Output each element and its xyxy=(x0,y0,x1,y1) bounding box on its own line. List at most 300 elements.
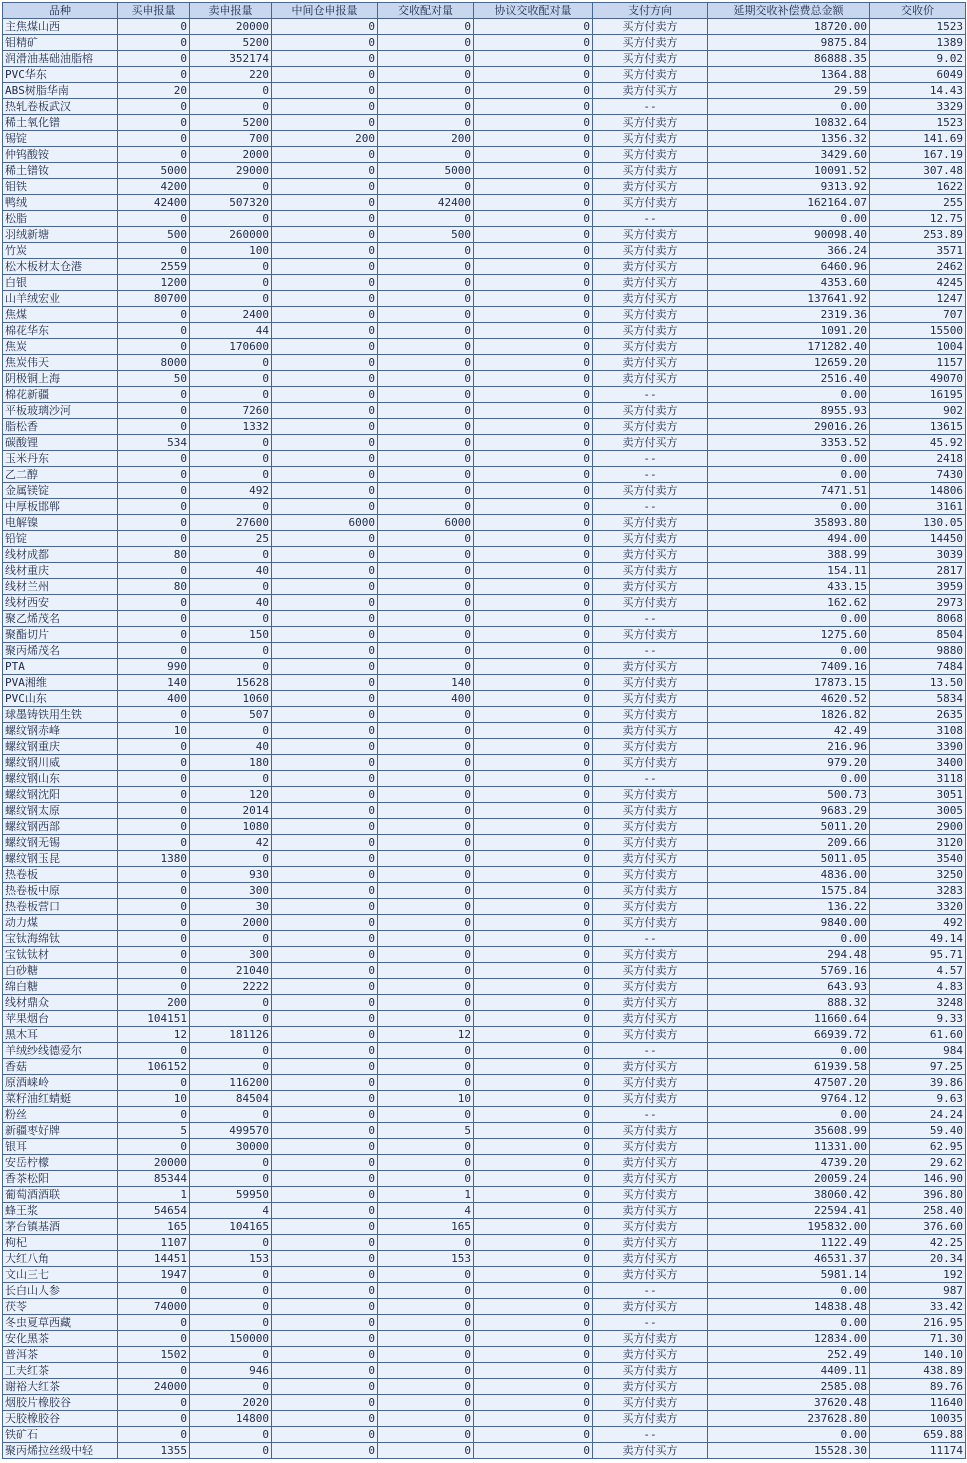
compensation-total-cell: 1122.49 xyxy=(708,1235,870,1251)
variety-cell: 羊绒纱线德爱尔 xyxy=(3,1043,118,1059)
matched-quantity-cell: 0 xyxy=(378,1283,474,1299)
payment-direction-cell: 买方付卖方 xyxy=(593,707,708,723)
compensation-total-cell: 1356.32 xyxy=(708,131,870,147)
settlement-price-cell: 1157 xyxy=(870,355,966,371)
buy-quantity-cell: 0 xyxy=(118,483,190,499)
payment-direction-cell: 买方付卖方 xyxy=(593,131,708,147)
buy-quantity-cell: 0 xyxy=(118,883,190,899)
table-row xyxy=(3,1299,966,1315)
agreement-matched-cell: 0 xyxy=(474,707,593,723)
table-row xyxy=(3,275,966,291)
variety-cell: 线材重庆 xyxy=(3,563,118,579)
variety-cell: 润滑油基础油脂榕 xyxy=(3,51,118,67)
sell-quantity-cell: 946 xyxy=(190,1363,272,1379)
intermediate-quantity-cell: 0 xyxy=(272,899,378,915)
compensation-total-cell: 0.00 xyxy=(708,771,870,787)
matched-quantity-cell: 5 xyxy=(378,1123,474,1139)
agreement-matched-cell: 0 xyxy=(474,1347,593,1363)
matched-quantity-cell: 5000 xyxy=(378,163,474,179)
settlement-price-cell: 258.40 xyxy=(870,1203,966,1219)
buy-quantity-cell: 0 xyxy=(118,515,190,531)
payment-direction-cell: 卖方付买方 xyxy=(593,1235,708,1251)
compensation-total-cell: 9840.00 xyxy=(708,915,870,931)
table-row xyxy=(3,67,966,83)
buy-quantity-cell: 0 xyxy=(118,499,190,515)
table-row xyxy=(3,1107,966,1123)
delivery-settlement-table xyxy=(2,2,966,1459)
table-row xyxy=(3,723,966,739)
payment-direction-cell: 卖方付买方 xyxy=(593,259,708,275)
sell-quantity-cell: 40 xyxy=(190,595,272,611)
sell-quantity-cell: 0 xyxy=(190,1011,272,1027)
payment-direction-cell: 买方付卖方 xyxy=(593,307,708,323)
agreement-matched-cell: 0 xyxy=(474,1443,593,1459)
settlement-price-cell: 3118 xyxy=(870,771,966,787)
table-row xyxy=(3,99,966,115)
settlement-price-cell: 438.89 xyxy=(870,1363,966,1379)
matched-quantity-cell: 0 xyxy=(378,387,474,403)
payment-direction-cell: -- xyxy=(593,1315,708,1331)
sell-quantity-cell: 507 xyxy=(190,707,272,723)
matched-quantity-cell: 0 xyxy=(378,339,474,355)
compensation-total-cell: 4353.60 xyxy=(708,275,870,291)
agreement-matched-cell: 0 xyxy=(474,1139,593,1155)
variety-cell: 聚丙烯拉丝级中轻 xyxy=(3,1443,118,1459)
intermediate-quantity-cell: 0 xyxy=(272,435,378,451)
payment-direction-cell: 买方付卖方 xyxy=(593,483,708,499)
compensation-total-cell: 388.99 xyxy=(708,547,870,563)
table-row xyxy=(3,1363,966,1379)
agreement-matched-cell: 0 xyxy=(474,1331,593,1347)
variety-cell: 香菇 xyxy=(3,1059,118,1075)
table-row xyxy=(3,291,966,307)
compensation-total-cell: 154.11 xyxy=(708,563,870,579)
intermediate-quantity-cell: 0 xyxy=(272,419,378,435)
variety-cell: 热卷板营口 xyxy=(3,899,118,915)
buy-quantity-cell: 0 xyxy=(118,787,190,803)
agreement-matched-cell: 0 xyxy=(474,131,593,147)
matched-quantity-cell: 0 xyxy=(378,371,474,387)
matched-quantity-cell: 0 xyxy=(378,803,474,819)
matched-quantity-cell: 500 xyxy=(378,227,474,243)
matched-quantity-cell: 0 xyxy=(378,179,474,195)
settlement-price-cell: 14450 xyxy=(870,531,966,547)
agreement-matched-cell: 0 xyxy=(474,1411,593,1427)
settlement-price-cell: 2418 xyxy=(870,451,966,467)
matched-quantity-cell: 0 xyxy=(378,643,474,659)
variety-cell: 线材兰州 xyxy=(3,579,118,595)
sell-quantity-cell: 30 xyxy=(190,899,272,915)
matched-quantity-cell: 0 xyxy=(378,1299,474,1315)
intermediate-quantity-cell: 0 xyxy=(272,1427,378,1443)
matched-quantity-cell: 0 xyxy=(378,739,474,755)
matched-quantity-cell: 0 xyxy=(378,755,474,771)
buy-quantity-cell: 5 xyxy=(118,1123,190,1139)
compensation-total-cell: 1364.88 xyxy=(708,67,870,83)
buy-quantity-cell: 0 xyxy=(118,643,190,659)
agreement-matched-cell: 0 xyxy=(474,67,593,83)
compensation-total-cell: 0.00 xyxy=(708,99,870,115)
compensation-total-cell: 5769.16 xyxy=(708,963,870,979)
settlement-price-cell: 3120 xyxy=(870,835,966,851)
buy-quantity-cell: 1355 xyxy=(118,1443,190,1459)
settlement-price-cell: 1247 xyxy=(870,291,966,307)
compensation-total-cell: 7409.16 xyxy=(708,659,870,675)
col-header-intermediate-quantity: 中间仓申报量 xyxy=(272,3,378,19)
table-row xyxy=(3,131,966,147)
variety-cell: 山羊绒宏业 xyxy=(3,291,118,307)
buy-quantity-cell: 0 xyxy=(118,979,190,995)
table-row xyxy=(3,771,966,787)
settlement-price-cell: 59.40 xyxy=(870,1123,966,1139)
variety-cell: 碳酸锂 xyxy=(3,435,118,451)
sell-quantity-cell: 0 xyxy=(190,851,272,867)
table-row xyxy=(3,1411,966,1427)
settlement-price-cell: 3400 xyxy=(870,755,966,771)
sell-quantity-cell: 0 xyxy=(190,387,272,403)
agreement-matched-cell: 0 xyxy=(474,243,593,259)
buy-quantity-cell: 0 xyxy=(118,931,190,947)
agreement-matched-cell: 0 xyxy=(474,755,593,771)
sell-quantity-cell: 1080 xyxy=(190,819,272,835)
table-row xyxy=(3,115,966,131)
agreement-matched-cell: 0 xyxy=(474,195,593,211)
variety-cell: 谢裕大红茶 xyxy=(3,1379,118,1395)
buy-quantity-cell: 0 xyxy=(118,627,190,643)
table-row xyxy=(3,1187,966,1203)
matched-quantity-cell: 42400 xyxy=(378,195,474,211)
sell-quantity-cell: 5200 xyxy=(190,115,272,131)
sell-quantity-cell: 0 xyxy=(190,1059,272,1075)
matched-quantity-cell: 0 xyxy=(378,403,474,419)
settlement-price-cell: 8068 xyxy=(870,611,966,627)
settlement-price-cell: 13.50 xyxy=(870,675,966,691)
variety-cell: 电解镍 xyxy=(3,515,118,531)
col-header-payment-direction: 支付方向 xyxy=(593,3,708,19)
compensation-total-cell: 86888.35 xyxy=(708,51,870,67)
variety-cell: 稀土镨钕 xyxy=(3,163,118,179)
variety-cell: 螺纹钢山东 xyxy=(3,771,118,787)
agreement-matched-cell: 0 xyxy=(474,1059,593,1075)
variety-cell: 螺纹钢无锡 xyxy=(3,835,118,851)
intermediate-quantity-cell: 0 xyxy=(272,691,378,707)
table-row xyxy=(3,531,966,547)
payment-direction-cell: 卖方付买方 xyxy=(593,1299,708,1315)
matched-quantity-cell: 0 xyxy=(378,707,474,723)
settlement-price-cell: 3108 xyxy=(870,723,966,739)
matched-quantity-cell: 0 xyxy=(378,915,474,931)
table-row xyxy=(3,563,966,579)
matched-quantity-cell: 0 xyxy=(378,851,474,867)
agreement-matched-cell: 0 xyxy=(474,1203,593,1219)
variety-cell: 天胶橡胶谷 xyxy=(3,1411,118,1427)
payment-direction-cell: 买方付卖方 xyxy=(593,915,708,931)
matched-quantity-cell: 400 xyxy=(378,691,474,707)
matched-quantity-cell: 0 xyxy=(378,259,474,275)
payment-direction-cell: 买方付卖方 xyxy=(593,147,708,163)
buy-quantity-cell: 500 xyxy=(118,227,190,243)
compensation-total-cell: 12834.00 xyxy=(708,1331,870,1347)
variety-cell: 白银 xyxy=(3,275,118,291)
buy-quantity-cell: 165 xyxy=(118,1219,190,1235)
matched-quantity-cell: 0 xyxy=(378,19,474,35)
intermediate-quantity-cell: 0 xyxy=(272,979,378,995)
compensation-total-cell: 20059.24 xyxy=(708,1171,870,1187)
agreement-matched-cell: 0 xyxy=(474,83,593,99)
buy-quantity-cell: 0 xyxy=(118,1315,190,1331)
matched-quantity-cell: 0 xyxy=(378,483,474,499)
settlement-price-cell: 3283 xyxy=(870,883,966,899)
buy-quantity-cell: 0 xyxy=(118,387,190,403)
settlement-price-cell: 659.88 xyxy=(870,1427,966,1443)
compensation-total-cell: 433.15 xyxy=(708,579,870,595)
variety-cell: 新疆枣好牌 xyxy=(3,1123,118,1139)
payment-direction-cell: -- xyxy=(593,99,708,115)
variety-cell: 蜂王浆 xyxy=(3,1203,118,1219)
col-header-agreement-matched-quantity: 协议交收配对量 xyxy=(474,3,593,19)
compensation-total-cell: 38060.42 xyxy=(708,1187,870,1203)
payment-direction-cell: 买方付卖方 xyxy=(593,1395,708,1411)
payment-direction-cell: 卖方付买方 xyxy=(593,723,708,739)
sell-quantity-cell: 0 xyxy=(190,1427,272,1443)
compensation-total-cell: 5981.14 xyxy=(708,1267,870,1283)
matched-quantity-cell: 0 xyxy=(378,579,474,595)
compensation-total-cell: 0.00 xyxy=(708,931,870,947)
settlement-price-cell: 1004 xyxy=(870,339,966,355)
variety-cell: 棉花新疆 xyxy=(3,387,118,403)
settlement-price-cell: 10035 xyxy=(870,1411,966,1427)
payment-direction-cell: 买方付卖方 xyxy=(593,1363,708,1379)
compensation-total-cell: 66939.72 xyxy=(708,1027,870,1043)
agreement-matched-cell: 0 xyxy=(474,1219,593,1235)
payment-direction-cell: 买方付卖方 xyxy=(593,243,708,259)
compensation-total-cell: 35893.80 xyxy=(708,515,870,531)
payment-direction-cell: 卖方付买方 xyxy=(593,1379,708,1395)
compensation-total-cell: 0.00 xyxy=(708,467,870,483)
matched-quantity-cell: 0 xyxy=(378,1059,474,1075)
payment-direction-cell: 买方付卖方 xyxy=(593,19,708,35)
sell-quantity-cell: 104165 xyxy=(190,1219,272,1235)
intermediate-quantity-cell: 0 xyxy=(272,1251,378,1267)
agreement-matched-cell: 0 xyxy=(474,1267,593,1283)
compensation-total-cell: 171282.40 xyxy=(708,339,870,355)
agreement-matched-cell: 0 xyxy=(474,643,593,659)
variety-cell: 鸭绒 xyxy=(3,195,118,211)
compensation-total-cell: 0.00 xyxy=(708,1107,870,1123)
table-row xyxy=(3,35,966,51)
payment-direction-cell: 卖方付买方 xyxy=(593,1347,708,1363)
table-row xyxy=(3,659,966,675)
variety-cell: 球墨铸铁用生铁 xyxy=(3,707,118,723)
payment-direction-cell: 卖方付买方 xyxy=(593,1203,708,1219)
col-header-variety: 品种 xyxy=(3,3,118,19)
settlement-price-cell: 20.34 xyxy=(870,1251,966,1267)
matched-quantity-cell: 0 xyxy=(378,1379,474,1395)
settlement-price-cell: 14.43 xyxy=(870,83,966,99)
payment-direction-cell: -- xyxy=(593,387,708,403)
sell-quantity-cell: 0 xyxy=(190,1379,272,1395)
sell-quantity-cell: 42 xyxy=(190,835,272,851)
agreement-matched-cell: 0 xyxy=(474,99,593,115)
intermediate-quantity-cell: 0 xyxy=(272,1363,378,1379)
intermediate-quantity-cell: 0 xyxy=(272,1235,378,1251)
buy-quantity-cell: 54654 xyxy=(118,1203,190,1219)
payment-direction-cell: 买方付卖方 xyxy=(593,1411,708,1427)
matched-quantity-cell: 0 xyxy=(378,595,474,611)
intermediate-quantity-cell: 0 xyxy=(272,771,378,787)
settlement-price-cell: 141.69 xyxy=(870,131,966,147)
table-row xyxy=(3,1443,966,1459)
variety-cell: 动力煤 xyxy=(3,915,118,931)
compensation-total-cell: 11660.64 xyxy=(708,1011,870,1027)
agreement-matched-cell: 0 xyxy=(474,979,593,995)
agreement-matched-cell: 0 xyxy=(474,899,593,915)
settlement-price-cell: 16195 xyxy=(870,387,966,403)
compensation-total-cell: 0.00 xyxy=(708,1043,870,1059)
settlement-price-cell: 4.83 xyxy=(870,979,966,995)
payment-direction-cell: 买方付卖方 xyxy=(593,627,708,643)
payment-direction-cell: 买方付卖方 xyxy=(593,67,708,83)
sell-quantity-cell: 507320 xyxy=(190,195,272,211)
variety-cell: PTA xyxy=(3,659,118,675)
intermediate-quantity-cell: 0 xyxy=(272,867,378,883)
settlement-price-cell: 6049 xyxy=(870,67,966,83)
table-row xyxy=(3,1267,966,1283)
table-row xyxy=(3,867,966,883)
payment-direction-cell: 卖方付买方 xyxy=(593,371,708,387)
payment-direction-cell: 买方付卖方 xyxy=(593,691,708,707)
intermediate-quantity-cell: 0 xyxy=(272,787,378,803)
buy-quantity-cell: 106152 xyxy=(118,1059,190,1075)
payment-direction-cell: 买方付卖方 xyxy=(593,595,708,611)
variety-cell: 金属镁锭 xyxy=(3,483,118,499)
intermediate-quantity-cell: 0 xyxy=(272,1347,378,1363)
compensation-total-cell: 3353.52 xyxy=(708,435,870,451)
payment-direction-cell: 买方付卖方 xyxy=(593,947,708,963)
intermediate-quantity-cell: 0 xyxy=(272,643,378,659)
buy-quantity-cell: 0 xyxy=(118,243,190,259)
intermediate-quantity-cell: 0 xyxy=(272,99,378,115)
agreement-matched-cell: 0 xyxy=(474,563,593,579)
matched-quantity-cell: 0 xyxy=(378,899,474,915)
settlement-price-cell: 71.30 xyxy=(870,1331,966,1347)
sell-quantity-cell: 0 xyxy=(190,995,272,1011)
payment-direction-cell: 买方付卖方 xyxy=(593,899,708,915)
settlement-price-cell: 9.63 xyxy=(870,1091,966,1107)
intermediate-quantity-cell: 0 xyxy=(272,883,378,899)
variety-cell: 钼精矿 xyxy=(3,35,118,51)
intermediate-quantity-cell: 0 xyxy=(272,403,378,419)
sell-quantity-cell: 300 xyxy=(190,883,272,899)
sell-quantity-cell: 300 xyxy=(190,947,272,963)
payment-direction-cell: 买方付卖方 xyxy=(593,755,708,771)
matched-quantity-cell: 0 xyxy=(378,947,474,963)
variety-cell: 长白山人参 xyxy=(3,1283,118,1299)
table-row xyxy=(3,1395,966,1411)
payment-direction-cell: 买方付卖方 xyxy=(593,195,708,211)
payment-direction-cell: 买方付卖方 xyxy=(593,883,708,899)
variety-cell: 仲钨酸铵 xyxy=(3,147,118,163)
table-row xyxy=(3,1427,966,1443)
compensation-total-cell: 37620.48 xyxy=(708,1395,870,1411)
agreement-matched-cell: 0 xyxy=(474,419,593,435)
variety-cell: 文山三七 xyxy=(3,1267,118,1283)
payment-direction-cell: -- xyxy=(593,1283,708,1299)
agreement-matched-cell: 0 xyxy=(474,499,593,515)
payment-direction-cell: 买方付卖方 xyxy=(593,1219,708,1235)
sell-quantity-cell: 0 xyxy=(190,371,272,387)
agreement-matched-cell: 0 xyxy=(474,435,593,451)
sell-quantity-cell: 0 xyxy=(190,723,272,739)
table-row xyxy=(3,675,966,691)
compensation-total-cell: 8955.93 xyxy=(708,403,870,419)
compensation-total-cell: 0.00 xyxy=(708,451,870,467)
table-row xyxy=(3,995,966,1011)
sell-quantity-cell: 499570 xyxy=(190,1123,272,1139)
agreement-matched-cell: 0 xyxy=(474,691,593,707)
payment-direction-cell: 买方付卖方 xyxy=(593,1331,708,1347)
settlement-price-cell: 39.86 xyxy=(870,1075,966,1091)
matched-quantity-cell: 0 xyxy=(378,115,474,131)
sell-quantity-cell: 0 xyxy=(190,211,272,227)
agreement-matched-cell: 0 xyxy=(474,1363,593,1379)
settlement-price-cell: 396.80 xyxy=(870,1187,966,1203)
table-row xyxy=(3,211,966,227)
agreement-matched-cell: 0 xyxy=(474,1155,593,1171)
compensation-total-cell: 1275.60 xyxy=(708,627,870,643)
compensation-total-cell: 643.93 xyxy=(708,979,870,995)
compensation-total-cell: 0.00 xyxy=(708,643,870,659)
matched-quantity-cell: 0 xyxy=(378,771,474,787)
sell-quantity-cell: 15628 xyxy=(190,675,272,691)
table-row xyxy=(3,227,966,243)
table-row xyxy=(3,931,966,947)
buy-quantity-cell: 104151 xyxy=(118,1011,190,1027)
sell-quantity-cell: 0 xyxy=(190,579,272,595)
intermediate-quantity-cell: 0 xyxy=(272,307,378,323)
compensation-total-cell: 0.00 xyxy=(708,611,870,627)
intermediate-quantity-cell: 0 xyxy=(272,1187,378,1203)
buy-quantity-cell: 0 xyxy=(118,323,190,339)
matched-quantity-cell: 0 xyxy=(378,931,474,947)
payment-direction-cell: 卖方付买方 xyxy=(593,659,708,675)
matched-quantity-cell: 4 xyxy=(378,1203,474,1219)
agreement-matched-cell: 0 xyxy=(474,211,593,227)
buy-quantity-cell: 80 xyxy=(118,547,190,563)
table-row xyxy=(3,195,966,211)
matched-quantity-cell: 0 xyxy=(378,1395,474,1411)
table-row xyxy=(3,595,966,611)
intermediate-quantity-cell: 0 xyxy=(272,563,378,579)
settlement-price-cell: 492 xyxy=(870,915,966,931)
matched-quantity-cell: 0 xyxy=(378,1411,474,1427)
compensation-total-cell: 17873.15 xyxy=(708,675,870,691)
sell-quantity-cell: 27600 xyxy=(190,515,272,531)
sell-quantity-cell: 0 xyxy=(190,1107,272,1123)
variety-cell: 冬虫夏草西藏 xyxy=(3,1315,118,1331)
settlement-price-cell: 3005 xyxy=(870,803,966,819)
buy-quantity-cell: 990 xyxy=(118,659,190,675)
settlement-price-cell: 130.05 xyxy=(870,515,966,531)
buy-quantity-cell: 0 xyxy=(118,51,190,67)
variety-cell: 稀土氧化镨 xyxy=(3,115,118,131)
buy-quantity-cell: 0 xyxy=(118,1395,190,1411)
intermediate-quantity-cell: 0 xyxy=(272,1379,378,1395)
buy-quantity-cell: 0 xyxy=(118,467,190,483)
agreement-matched-cell: 0 xyxy=(474,787,593,803)
intermediate-quantity-cell: 0 xyxy=(272,147,378,163)
buy-quantity-cell: 85344 xyxy=(118,1171,190,1187)
